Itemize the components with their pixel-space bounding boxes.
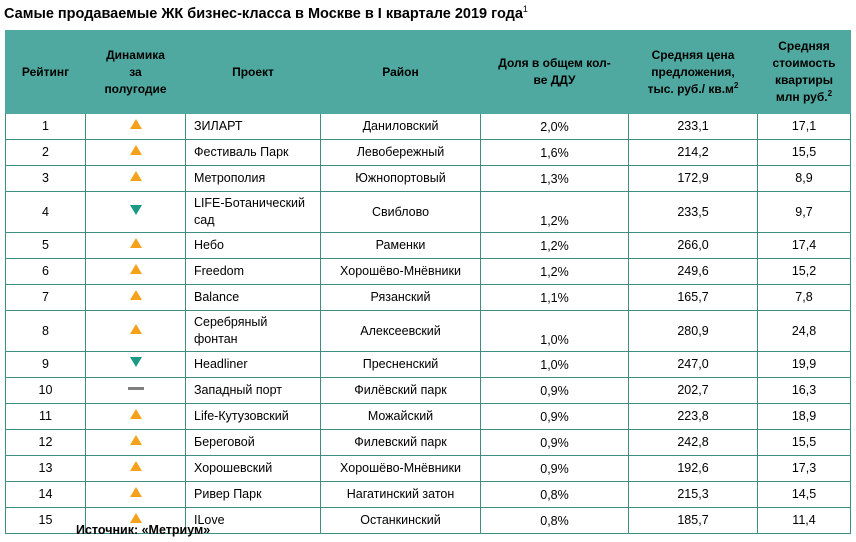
table-row [6,166,851,192]
dynamics-cell [86,233,186,259]
project-cell: Метрополия [186,166,321,192]
price-cell: 214,2 [629,140,758,166]
share-cell: 1,2% [481,233,629,259]
project-cell: ЗИЛАРТ [186,114,321,140]
rank-cell: 6 [6,259,86,285]
project-cell: Серебряный фонтан [186,311,321,352]
header-project: Проект [186,31,321,114]
share-cell: 0,9% [481,456,629,482]
project-cell: Западный порт [186,378,321,404]
share-cell: 1,3% [481,166,629,192]
rank-cell: 7 [6,285,86,311]
price-cell: 202,7 [629,378,758,404]
project-cell: Фестиваль Парк [186,140,321,166]
header-row [6,31,851,114]
arrow-up-icon [128,118,144,130]
arrow-up-icon [128,486,144,498]
price-cell: 233,5 [629,192,758,233]
dynamics-cell [86,378,186,404]
table-row [6,233,851,259]
share-cell: 1,2% [481,192,629,233]
share-cell: 1,1% [481,285,629,311]
price-cell: 247,0 [629,352,758,378]
dynamics-cell [86,114,186,140]
share-cell: 0,8% [481,482,629,508]
district-cell: Хорошёво-Мнёвники [321,456,481,482]
header-price: Средняя цена предложения, тыс. руб./ $кв.м^2$ [629,31,758,114]
cost-cell: 15,5 [758,140,851,166]
rank-cell: 9 [6,352,86,378]
project-cell: Береговой [186,430,321,456]
price-cell: 223,8 [629,404,758,430]
rank-cell: 15 [6,508,86,534]
rank-cell: 12 [6,430,86,456]
arrow-up-icon [128,408,144,420]
district-cell: Левобережный [321,140,481,166]
cost-cell: 11,4 [758,508,851,534]
price-cell: 215,3 [629,482,758,508]
district-cell: Рязанский [321,285,481,311]
arrow-up-icon [128,289,144,301]
dynamics-cell [86,192,186,233]
source-note: Источник: «Метриум» [76,523,211,537]
price-cell: 165,7 [629,285,758,311]
rank-cell: 1 [6,114,86,140]
ranking-table [5,30,851,534]
table-row [6,114,851,140]
title-footnote: 1 [522,4,528,15]
title-text: Самые продаваемые ЖК бизнес-класса в Москве в I квартале 2019 года [4,6,523,22]
table-row [6,140,851,166]
district-cell: Пресненский [321,352,481,378]
district-cell: Южнопортовый [321,166,481,192]
rank-cell: 3 [6,166,86,192]
project-cell: Headliner [186,352,321,378]
price-cell: 280,9 [629,311,758,352]
page-title [4,6,528,22]
table-body [6,114,851,534]
price-cell: 172,9 [629,166,758,192]
share-cell: 2,0% [481,114,629,140]
project-cell: Небо [186,233,321,259]
dynamics-cell [86,166,186,192]
district-cell: Раменки [321,233,481,259]
header-share: Доля в общем кол- ве ДДУ [481,31,629,114]
rank-cell: 10 [6,378,86,404]
dynamics-cell [86,285,186,311]
arrow-up-icon [128,144,144,156]
price-cell: 249,6 [629,259,758,285]
rank-cell: 14 [6,482,86,508]
share-cell: 0,9% [481,430,629,456]
share-cell: 1,6% [481,140,629,166]
arrow-up-icon [128,170,144,182]
table-row [6,404,851,430]
share-cell: 0,9% [481,404,629,430]
cost-cell: 8,9 [758,166,851,192]
district-cell: Даниловский [321,114,481,140]
dynamics-cell [86,140,186,166]
dynamics-cell [86,456,186,482]
share-cell: 0,9% [481,378,629,404]
price-cell: 242,8 [629,430,758,456]
project-cell: Хорошевский [186,456,321,482]
dynamics-cell [86,404,186,430]
district-cell: Можайский [321,404,481,430]
district-cell: Останкинский [321,508,481,534]
table-row [6,285,851,311]
cost-cell: 15,2 [758,259,851,285]
arrow-up-icon [128,434,144,446]
table-row [6,352,851,378]
arrow-up-icon [128,263,144,275]
arrow-up-icon [128,323,144,335]
arrow-down-icon [128,204,144,216]
rank-cell: 11 [6,404,86,430]
header-dynamics: Динамика за полугодие [86,31,186,114]
project-cell: LIFE-Ботанический сад [186,192,321,233]
rank-cell: 8 [6,311,86,352]
project-cell: ILove [186,508,321,534]
table-row [6,259,851,285]
project-cell: Ривер Парк [186,482,321,508]
share-cell: 1,0% [481,311,629,352]
price-cell: 185,7 [629,508,758,534]
cost-cell: 17,4 [758,233,851,259]
project-cell: Life-Кутузовский [186,404,321,430]
arrow-up-icon [128,460,144,472]
district-cell: Филёвский парк [321,378,481,404]
cost-cell: 16,3 [758,378,851,404]
dynamics-cell [86,311,186,352]
rank-cell: 2 [6,140,86,166]
table-row [6,311,851,352]
cost-cell: 24,8 [758,311,851,352]
district-cell: Свиблово [321,192,481,233]
district-cell: Алексеевский [321,311,481,352]
cost-cell: 17,3 [758,456,851,482]
share-cell: 1,0% [481,352,629,378]
cost-cell: 9,7 [758,192,851,233]
district-cell: Филевский парк [321,430,481,456]
share-cell: 1,2% [481,259,629,285]
price-cell: 233,1 [629,114,758,140]
cost-cell: 15,5 [758,430,851,456]
dynamics-cell [86,430,186,456]
dynamics-cell [86,259,186,285]
dynamics-cell [86,482,186,508]
price-cell: 266,0 [629,233,758,259]
rank-cell: 13 [6,456,86,482]
cost-cell: 14,5 [758,482,851,508]
district-cell: Нагатинский затон [321,482,481,508]
header-rank: Рейтинг [6,31,86,114]
cost-cell: 19,9 [758,352,851,378]
rank-cell: 5 [6,233,86,259]
dash-icon [128,382,144,394]
share-cell: 0,8% [481,508,629,534]
table-row [6,378,851,404]
project-cell: Balance [186,285,321,311]
table-row [6,430,851,456]
cost-cell: 18,9 [758,404,851,430]
table-row [6,192,851,233]
cost-cell: 17,1 [758,114,851,140]
cost-cell: 7,8 [758,285,851,311]
header-district: Район [321,31,481,114]
price-cell: 192,6 [629,456,758,482]
table-row [6,456,851,482]
header-cost: Средняя стоимость квартиры млн руб.$^2$ [758,31,851,114]
arrow-up-icon [128,237,144,249]
table-row [6,482,851,508]
dynamics-cell [86,352,186,378]
arrow-down-icon [128,356,144,368]
rank-cell: 4 [6,192,86,233]
district-cell: Хорошёво-Мнёвники [321,259,481,285]
project-cell: Freedom [186,259,321,285]
